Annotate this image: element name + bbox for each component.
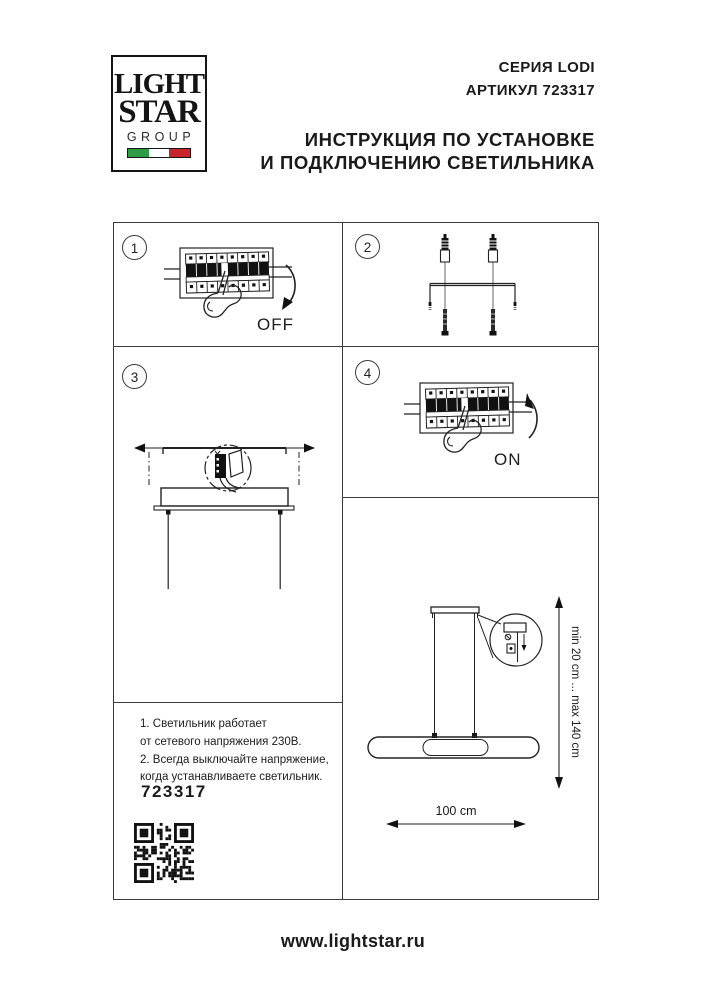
step-number-badge: 3 [122,364,147,389]
width-label: 100 cm [435,804,477,818]
lightstar-logo [111,55,207,172]
step-1-panel [114,223,342,346]
pendant-dimensions-panel [342,497,598,899]
circuit-breaker-off-drawing [164,241,324,343]
logo-text-group: GROUP [126,130,196,145]
logo-text-light: LIGHT [113,68,205,100]
step-4-panel [342,346,598,497]
mounting-hardware-drawing [342,223,598,346]
title-line-1: ИНСТРУКЦИЯ ПО УСТАНОВКЕ [304,128,595,150]
safety-notes [140,716,329,787]
on-label: ON [494,450,522,469]
series-label: СЕРИЯ LODI [498,59,595,76]
step-number-badge: 4 [355,360,380,385]
notes-panel [114,702,342,899]
note-line: 1. Светильник работает [140,718,267,730]
step-3-panel [114,346,342,702]
canopy-mounting-drawing [114,346,342,702]
note-line: от сетевого напряжения 230В. [140,735,302,748]
article-label: АРТИКУЛ 723317 [465,82,595,100]
page-title [260,128,595,174]
off-label: OFF [257,315,294,334]
note-line: 2. Всегда выключайте напряжение, [140,753,329,766]
qr-code [134,823,194,883]
step-number-badge: 2 [355,234,380,259]
steps-grid [113,222,599,900]
step-2-panel [342,223,598,346]
height-range-label: min 20 cm ... max 140 cm [569,626,581,758]
step-number-badge: 1 [122,235,147,260]
pendant-lamp-drawing [342,497,598,899]
website-url: www.lightstar.ru [280,931,426,951]
title-line-2: И ПОДКЛЮЧЕНИЮ СВЕТИЛЬНИКА [260,151,595,173]
note-line: когда устанавливаете светильник. [140,771,323,784]
italian-flag-icon [127,148,191,158]
article-number: 723317 [141,782,207,801]
logo-text-star: STAR [118,93,200,130]
circuit-breaker-on-drawing [404,376,564,478]
